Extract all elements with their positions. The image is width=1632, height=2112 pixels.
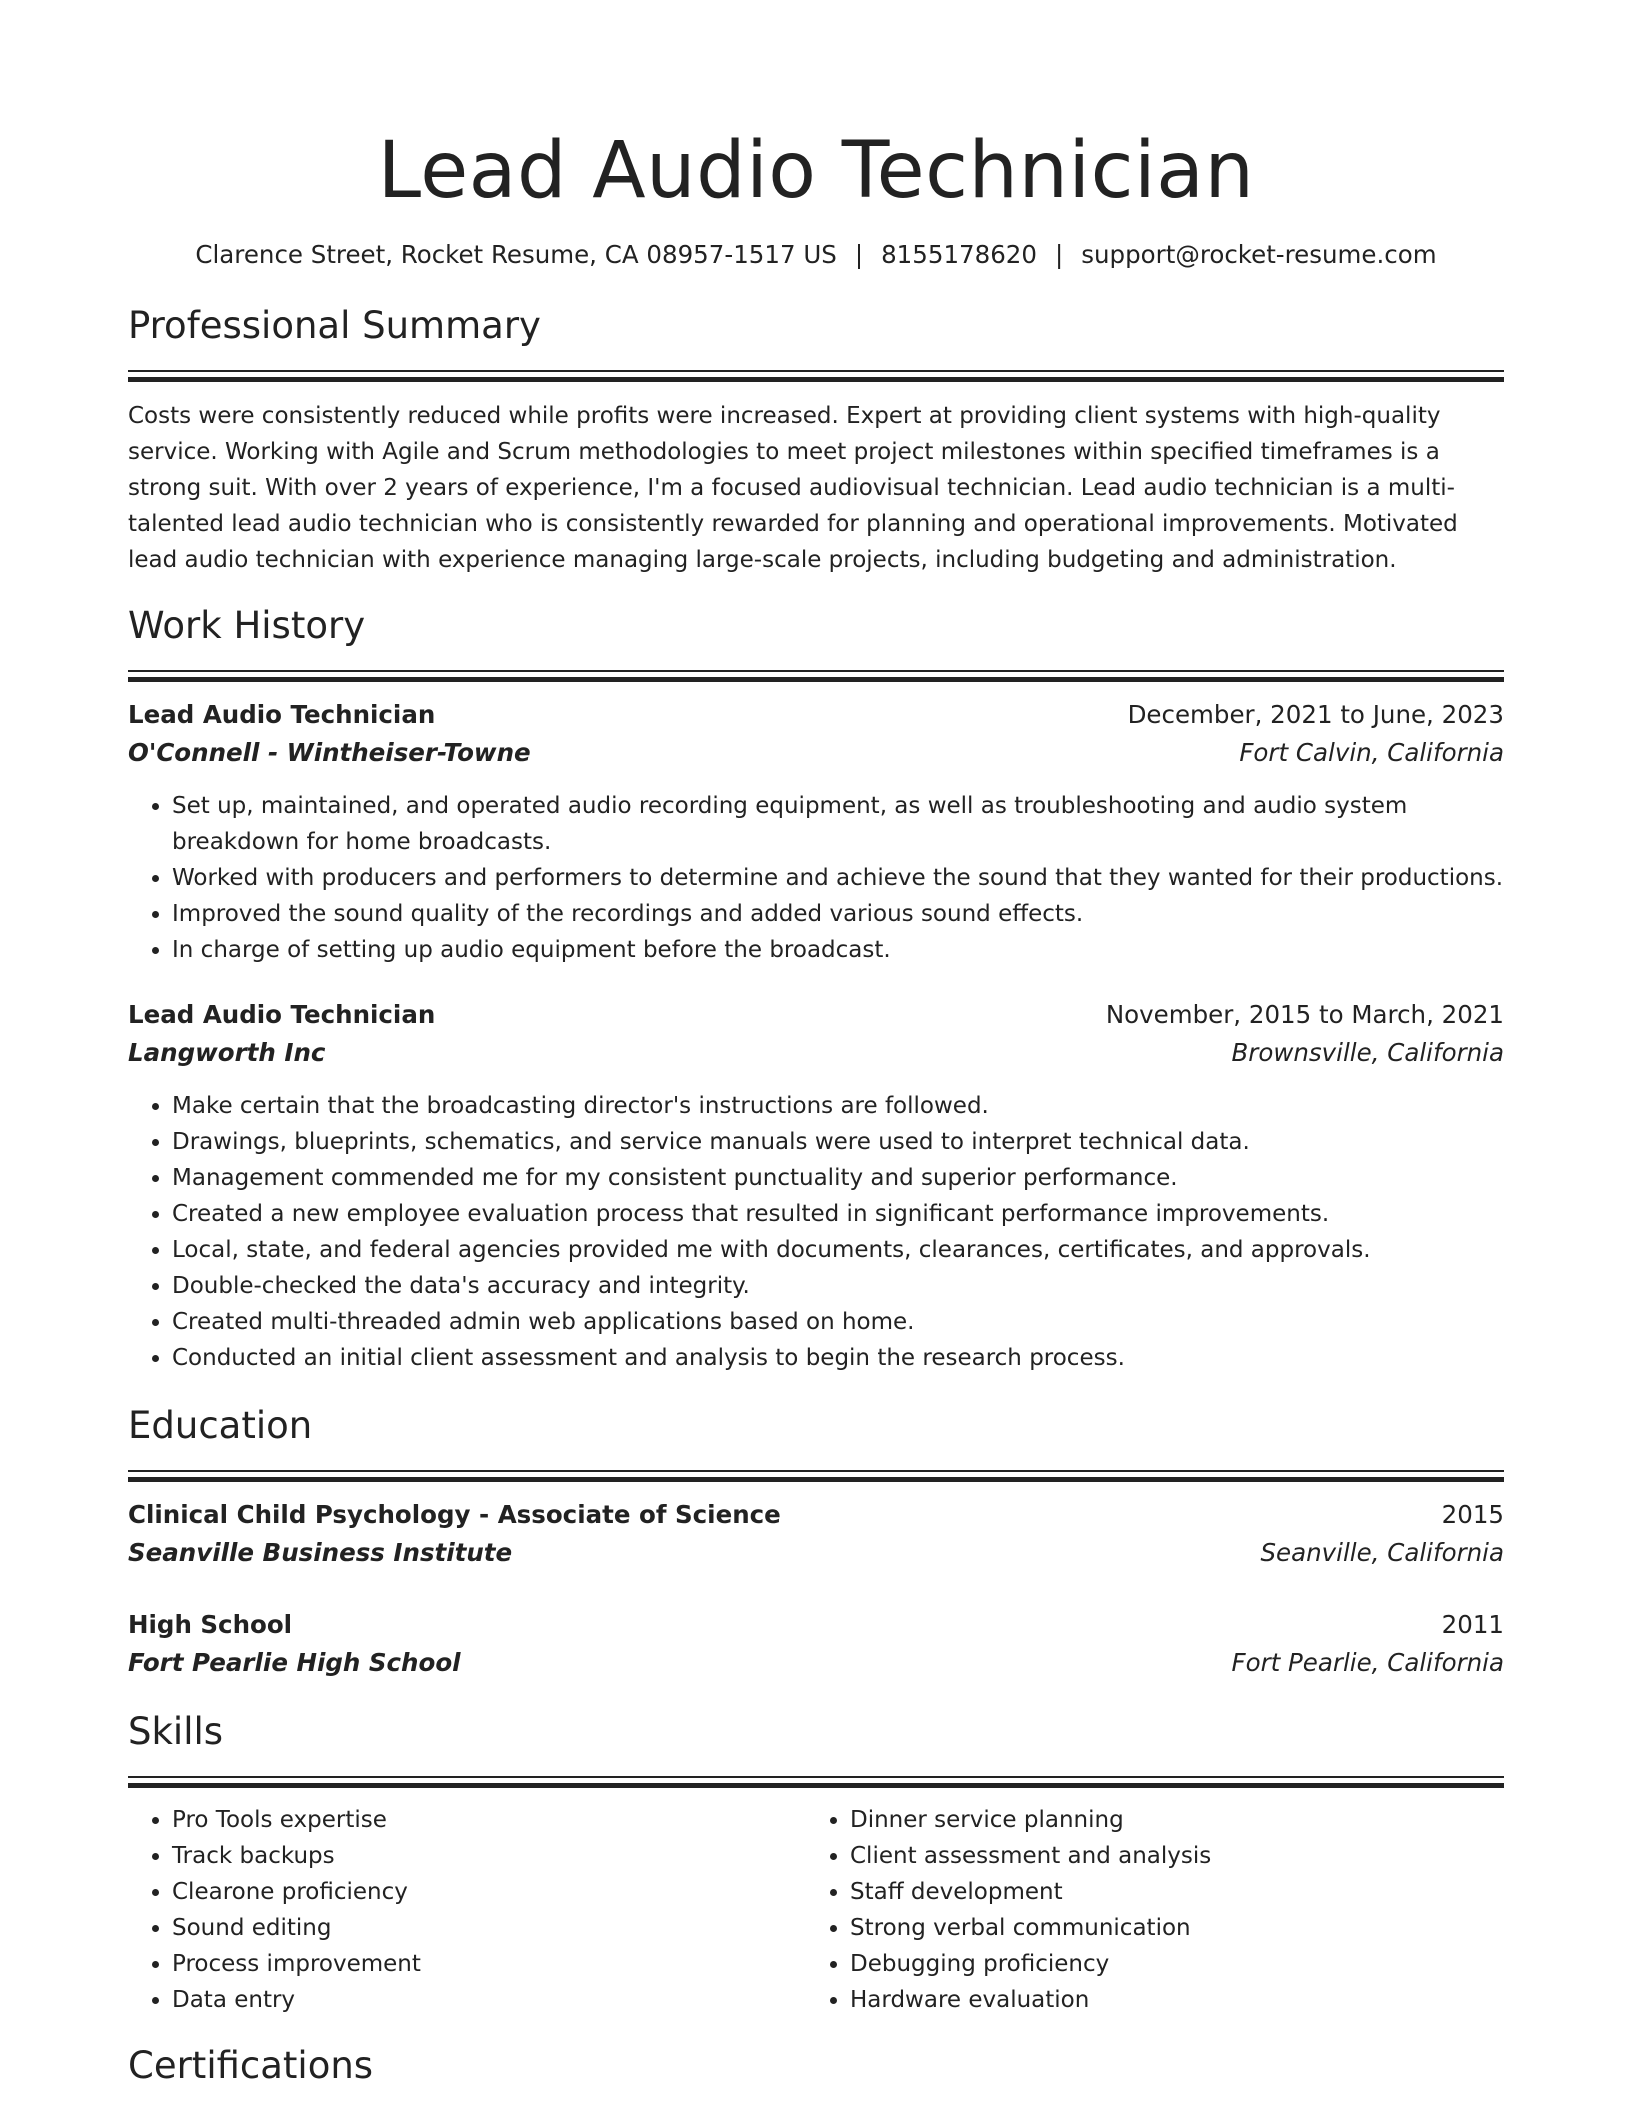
- education-school: Seanville Business Institute: [128, 1538, 513, 1567]
- list-item: • Strong verbal communication: [850, 1910, 1480, 1946]
- education-location: Seanville, California: [1260, 1538, 1504, 1567]
- section-rule-thin: [128, 1470, 1504, 1472]
- list-item: • Worked with producers and performers to determine and achieve the sound that they wanted for their productions.: [172, 860, 1504, 896]
- job-company: O'Connell - Wintheiser-Towne: [128, 738, 531, 767]
- education-degree: Clinical Child Psychology - Associate of Science: [128, 1500, 781, 1529]
- job-location: Fort Calvin, California: [1239, 738, 1504, 767]
- job-title: Lead Audio Technician: [128, 700, 436, 729]
- list-item: • Double-checked the data's accuracy and integrity.: [172, 1268, 1504, 1304]
- resume-name: Lead Audio Technician: [377, 126, 1255, 216]
- resume-page: [128, 0, 1504, 2088]
- education-year: 2011: [1441, 1610, 1504, 1639]
- skills-list-right: [806, 1802, 1480, 2018]
- job-entry: [128, 696, 1504, 968]
- education-year: 2015: [1441, 1500, 1504, 1529]
- contact-phone: 8155178620: [881, 240, 1037, 269]
- section-title-education: Education: [128, 1404, 313, 1447]
- list-item: • Staff development: [850, 1874, 1480, 1910]
- list-item: • Pro Tools expertise: [172, 1802, 806, 1838]
- list-item: • Created a new employee evaluation process that resulted in significant performance improvements.: [172, 1196, 1504, 1232]
- education-location: Fort Pearlie, California: [1231, 1648, 1504, 1677]
- section-rule-thick: [128, 1477, 1504, 1482]
- section-rule-thin: [128, 1776, 1504, 1778]
- contact-email[interactable]: support@rocket-resume.com: [1081, 240, 1437, 269]
- list-item: • Dinner service planning: [850, 1802, 1480, 1838]
- job-company: Langworth Inc: [128, 1038, 326, 1067]
- section-title-certifications: Certifications: [128, 2044, 374, 2087]
- list-item: • Sound editing: [172, 1910, 806, 1946]
- list-item: • Track backups: [172, 1838, 806, 1874]
- list-item: • Client assessment and analysis: [850, 1838, 1480, 1874]
- list-item: • Set up, maintained, and operated audio recording equipment, as well as troubleshooting and audio system breakdown for home broadcasts.: [172, 788, 1504, 860]
- contact-address: Clarence Street, Rocket Resume, CA 08957-1517 US: [195, 240, 837, 269]
- section-title-summary: Professional Summary: [128, 304, 541, 347]
- job-bullets: [128, 788, 1504, 968]
- job-dates: December, 2021 to June, 2023: [1127, 700, 1504, 729]
- list-item: • Conducted an initial client assessment and analysis to begin the research process.: [172, 1340, 1504, 1376]
- summary-text: Costs were consistently reduced while profits were increased. Expert at providing client systems with high-quality service. Working with Agile and Scrum methodologies to meet project milestones within specified timeframes is a strong suit. With over 2 years of experience, I'm a focused audiovisual technician. Lead audio technician is a multi-talented lead audio technician who is consistently rewarded for planning and operational improvements. Motivated lead audio technician with experience managing large-scale projects, including budgeting and administration.: [128, 403, 1458, 573]
- section-rule-thick: [128, 1783, 1504, 1788]
- list-item: • Data entry: [172, 1982, 806, 2018]
- section-title-skills: Skills: [128, 1710, 224, 1753]
- list-item: • Hardware evaluation: [850, 1982, 1480, 2018]
- contact-line: [128, 240, 1504, 270]
- job-entry: [128, 996, 1504, 1376]
- section-rule-thin: [128, 370, 1504, 372]
- section-rule-thick: [128, 677, 1504, 682]
- list-item: • In charge of setting up audio equipment before the broadcast.: [172, 932, 1504, 968]
- list-item: • Local, state, and federal agencies provided me with documents, clearances, certificates, and approvals.: [172, 1232, 1504, 1268]
- education-entry: [128, 1606, 1504, 1682]
- list-item: • Process improvement: [172, 1946, 806, 1982]
- job-title: Lead Audio Technician: [128, 1000, 436, 1029]
- skills-section: [128, 1710, 1504, 2018]
- education-school: Fort Pearlie High School: [128, 1648, 461, 1677]
- job-bullets: [128, 1088, 1504, 1376]
- skills-grid: [128, 1802, 1504, 2018]
- job-dates: November, 2015 to March, 2021: [1105, 1000, 1504, 1029]
- job-location: Brownsville, California: [1231, 1038, 1504, 1067]
- skills-list-left: [128, 1802, 806, 2018]
- certifications-section: [128, 2044, 1504, 2088]
- work-section: [128, 604, 1504, 1376]
- summary-section: [128, 304, 1504, 578]
- list-item: • Clearone proficiency: [172, 1874, 806, 1910]
- section-title-work: Work History: [128, 604, 366, 647]
- education-section: [128, 1404, 1504, 1682]
- section-rule-thick: [128, 377, 1504, 382]
- list-item: • Created multi-threaded admin web applications based on home.: [172, 1304, 1504, 1340]
- list-item: • Debugging proficiency: [850, 1946, 1480, 1982]
- list-item: • Make certain that the broadcasting director's instructions are followed.: [172, 1088, 1504, 1124]
- section-rule-thin: [128, 670, 1504, 672]
- list-item: • Management commended me for my consistent punctuality and superior performance.: [172, 1160, 1504, 1196]
- list-item: • Improved the sound quality of the recordings and added various sound effects.: [172, 896, 1504, 932]
- list-item: • Drawings, blueprints, schematics, and service manuals were used to interpret technical data.: [172, 1124, 1504, 1160]
- contact-separator: |: [1054, 240, 1064, 269]
- contact-separator: |: [854, 240, 864, 269]
- education-entry: [128, 1496, 1504, 1572]
- education-degree: High School: [128, 1610, 293, 1639]
